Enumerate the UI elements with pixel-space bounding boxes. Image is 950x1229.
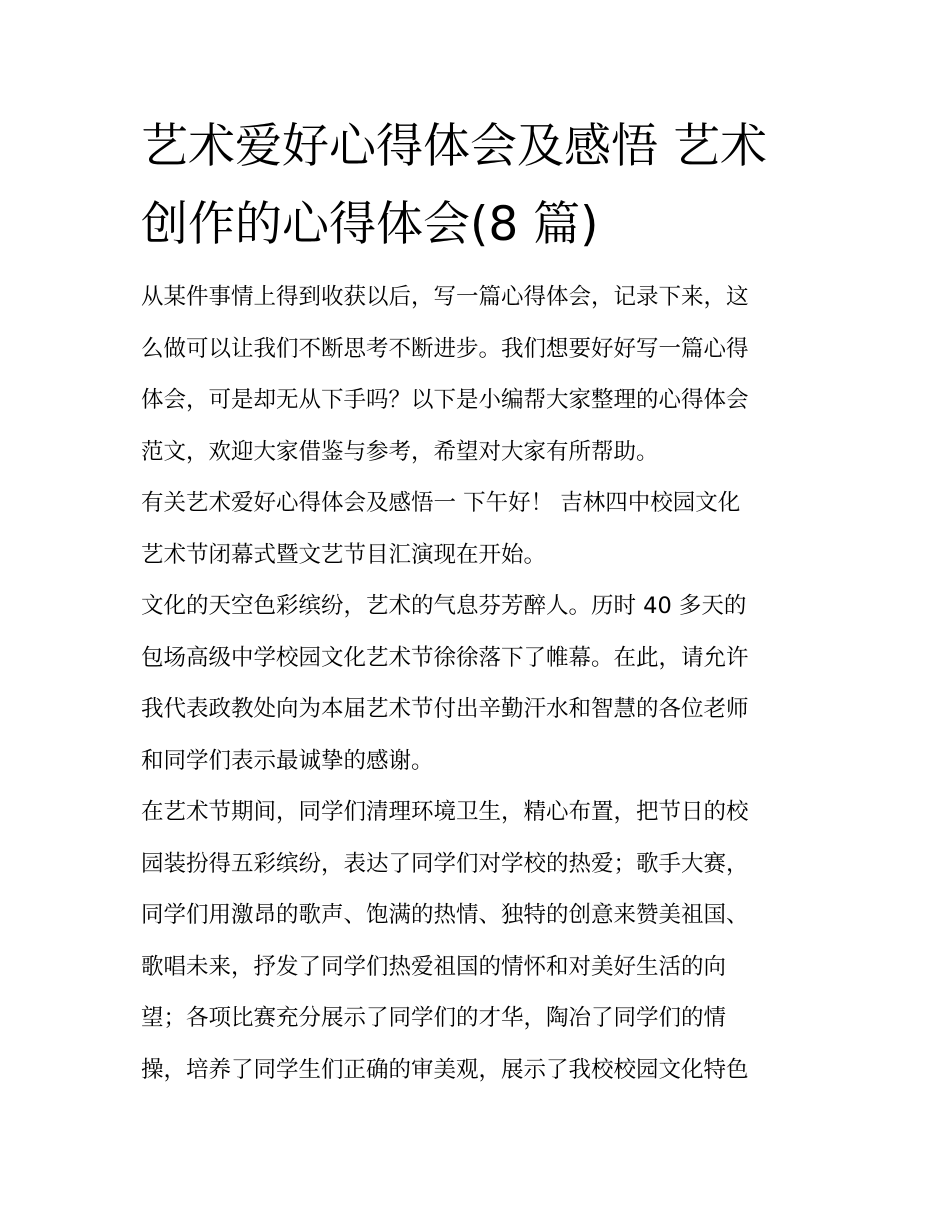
text-line: 从某件事情上得到收获以后，写一篇心得体会，记录下来，这 xyxy=(141,284,749,310)
paragraph-section-one-opening xyxy=(141,478,813,581)
text-line: 园装扮得五彩缤纷，表达了同学们对学校的热爱；歌手大赛， xyxy=(141,850,749,877)
text-line: 么做可以让我们不断思考不断进步。我们想要好好写一篇心得 xyxy=(141,335,749,362)
document-content xyxy=(141,108,813,1096)
text-line: 和同学们表示最诚挚的感谢。 xyxy=(141,747,434,774)
text-line: 望；各项比赛充分展示了同学们的才华，陶冶了同学们的情 xyxy=(141,1005,727,1031)
title-line: 创作的心得体会(8 篇) xyxy=(141,197,599,252)
paragraph-culture-festival xyxy=(141,581,813,787)
title-line: 艺术爱好心得体会及感悟 艺术 xyxy=(141,119,767,174)
paragraph-festival-activities xyxy=(141,787,813,1096)
text-line: 操，培养了同学生们正确的审美观，展示了我校校园文化特色 xyxy=(141,1056,749,1083)
text-line: 我代表政教处向为本届艺术节付出辛勤汗水和智慧的各位老师 xyxy=(141,696,749,722)
text-line: 同学们用激昂的歌声、饱满的热情、独特的创意来赞美祖国、 xyxy=(141,902,749,928)
text-line: 有关艺术爱好心得体会及感悟一 下午好！ 吉林四中校园文化 xyxy=(141,490,741,516)
text-line: 范文，欢迎大家借鉴与参考，希望对大家有所帮助。 xyxy=(141,438,659,465)
text-line: 在艺术节期间，同学们清理环境卫生，精心布置，把节日的校 xyxy=(141,799,749,825)
text-line: 歌唱未来，抒发了同学们热爱祖国的情怀和对美好生活的向 xyxy=(141,953,727,980)
text-line: 体会，可是却无从下手吗？以下是小编帮大家整理的心得体会 xyxy=(141,387,749,413)
text-line: 包场高级中学校园文化艺术节徐徐落下了帷幕。在此，请允许 xyxy=(141,644,749,671)
paragraph-intro xyxy=(141,272,813,478)
text-line: 文化的天空色彩缤纷，艺术的气息芬芳醉人。历时 40 多天的 xyxy=(141,593,747,619)
document-title xyxy=(141,108,813,264)
text-line: 艺术节闭幕式暨文艺节目汇演现在开始。 xyxy=(141,541,547,568)
